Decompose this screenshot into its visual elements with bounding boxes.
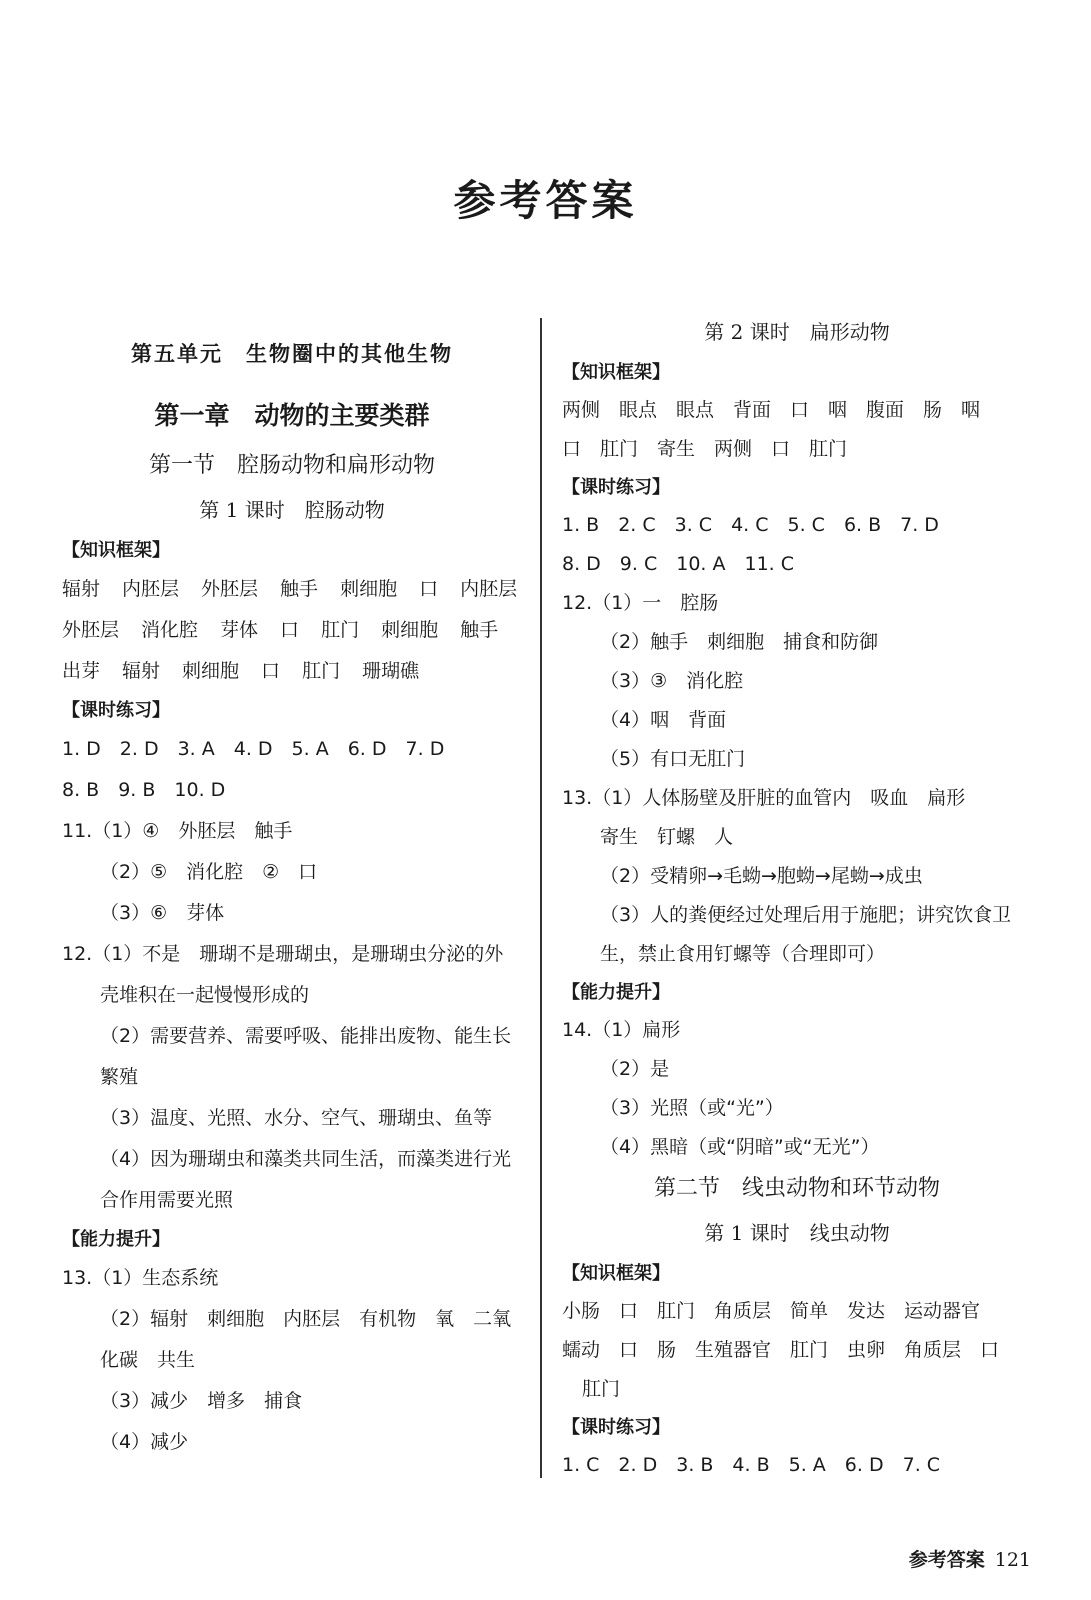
answer-line: 8. D 9. C 10. A 11. C [562,553,795,575]
answer-line: （2）需要营养、需要呼吸、能排出废物、能生长 [100,1025,512,1047]
answer-line: （4）咽 背面 [600,709,727,731]
answer-line: 1. C 2. D 3. B 4. B 5. A 6. D 7. C [562,1454,941,1476]
answer-line: 13.（1）人体肠壁及肝脏的血管内 吸血 扁形 [562,787,966,809]
section-heading: 第一节 腔肠动物和扁形动物 [148,453,435,478]
answer-line: 繁殖 [100,1066,139,1088]
page-number: 121 [994,1549,1031,1571]
answer-line: （4）黑暗（或“阴暗”或“无光”） [600,1136,880,1158]
answer-line: （2）⑤ 消化腔 ② 口 [100,861,318,883]
unit-heading: 第五单元 生物圈中的其他生物 [131,341,453,366]
answer-line: （3）人的粪便经过处理后用于施肥；讲究饮食卫 [600,904,1012,926]
section-heading: 第二节 线虫动物和环节动物 [653,1176,940,1201]
chapter-heading: 第一章 动物的主要类群 [154,401,430,430]
answer-line: 寄生 钉螺 人 [600,826,734,848]
answer-line: 13.（1）生态系统 [62,1267,219,1289]
column-divider [540,318,542,1478]
answer-line: 辐射 内胚层 外胚层 触手 刺细胞 口 内胚层 [62,578,518,600]
answer-line: （2）是 [600,1058,670,1080]
answer-line: 12.（1）一 腔肠 [562,592,719,614]
answer-line: （2）受精卵→毛蚴→胞蚴→尾蚴→成虫 [600,865,923,887]
answer-line: 1. D 2. D 3. A 4. D 5. A 6. D 7. D [62,738,445,760]
answer-line: 两侧 眼点 眼点 背面 口 咽 腹面 肠 咽 [562,399,981,421]
answer-line: （2）触手 刺细胞 捕食和防御 [600,631,879,653]
left-column [62,330,522,1463]
answer-line: 合作用需要光照 [100,1189,234,1211]
answer-line: 肛门 [582,1378,621,1400]
knowledge-framework-label: 【知识框架】 [562,1263,670,1284]
answer-line: 蠕动 口 肠 生殖器官 肛门 虫卵 角质层 口 [562,1339,1000,1361]
answer-line: 8. B 9. B 10. D [62,779,226,801]
answer-line: （5）有口无肛门 [600,748,746,770]
answer-line: 化碳 共生 [100,1349,196,1371]
answer-line: （3）温度、光照、水分、空气、珊瑚虫、鱼等 [100,1107,493,1129]
answer-line: （4）减少 [100,1431,189,1453]
answer-line: 12.（1）不是 珊瑚不是珊瑚虫，是珊瑚虫分泌的外 [62,943,504,965]
ability-improvement-label: 【能力提升】 [62,1229,170,1250]
answer-line: 14.（1）扁形 [562,1019,681,1041]
answer-line: 1. B 2. C 3. C 4. C 5. C 6. B 7. D [562,514,939,536]
page-footer [909,1540,1031,1580]
answer-line: 壳堆积在一起慢慢形成的 [100,984,310,1006]
answer-line: 口 肛门 寄生 两侧 口 肛门 [562,438,848,460]
answer-line: （3）⑥ 芽体 [100,902,225,924]
answer-line: 11.（1）④ 外胚层 触手 [62,820,293,842]
knowledge-framework-label: 【知识框架】 [562,362,670,383]
answer-line: （3）③ 消化腔 [600,670,744,692]
answer-line: （4）因为珊瑚虫和藻类共同生活，而藻类进行光 [100,1148,512,1170]
answer-line: （3）减少 增多 捕食 [100,1390,303,1412]
answer-line: 出芽 辐射 刺细胞 口 肛门 珊瑚礁 [62,660,420,682]
lesson-heading: 第 1 课时 腔肠动物 [199,498,385,522]
right-column [562,310,1032,1485]
footer-label: 参考答案 [908,1549,985,1571]
ability-improvement-label: 【能力提升】 [562,982,670,1003]
answer-line: 小肠 口 肛门 角质层 简单 发达 运动器官 [562,1300,981,1322]
lesson-practice-label: 【课时练习】 [562,477,670,498]
answer-line: （2）辐射 刺细胞 内胚层 有机物 氧 二氧 [100,1308,512,1330]
answer-line: 生，禁止食用钉螺等（合理即可） [600,943,886,965]
lesson-heading: 第 1 课时 线虫动物 [704,1221,890,1245]
answer-line: （3）光照（或“光”） [600,1097,784,1119]
knowledge-framework-label: 【知识框架】 [62,540,170,561]
lesson-practice-label: 【课时练习】 [62,700,170,721]
answer-line: 外胚层 消化腔 芽体 口 肛门 刺细胞 触手 [62,619,499,641]
page-title: 参考答案 [453,176,638,225]
lesson-heading: 第 2 课时 扁形动物 [704,320,890,344]
lesson-practice-label: 【课时练习】 [562,1417,670,1438]
